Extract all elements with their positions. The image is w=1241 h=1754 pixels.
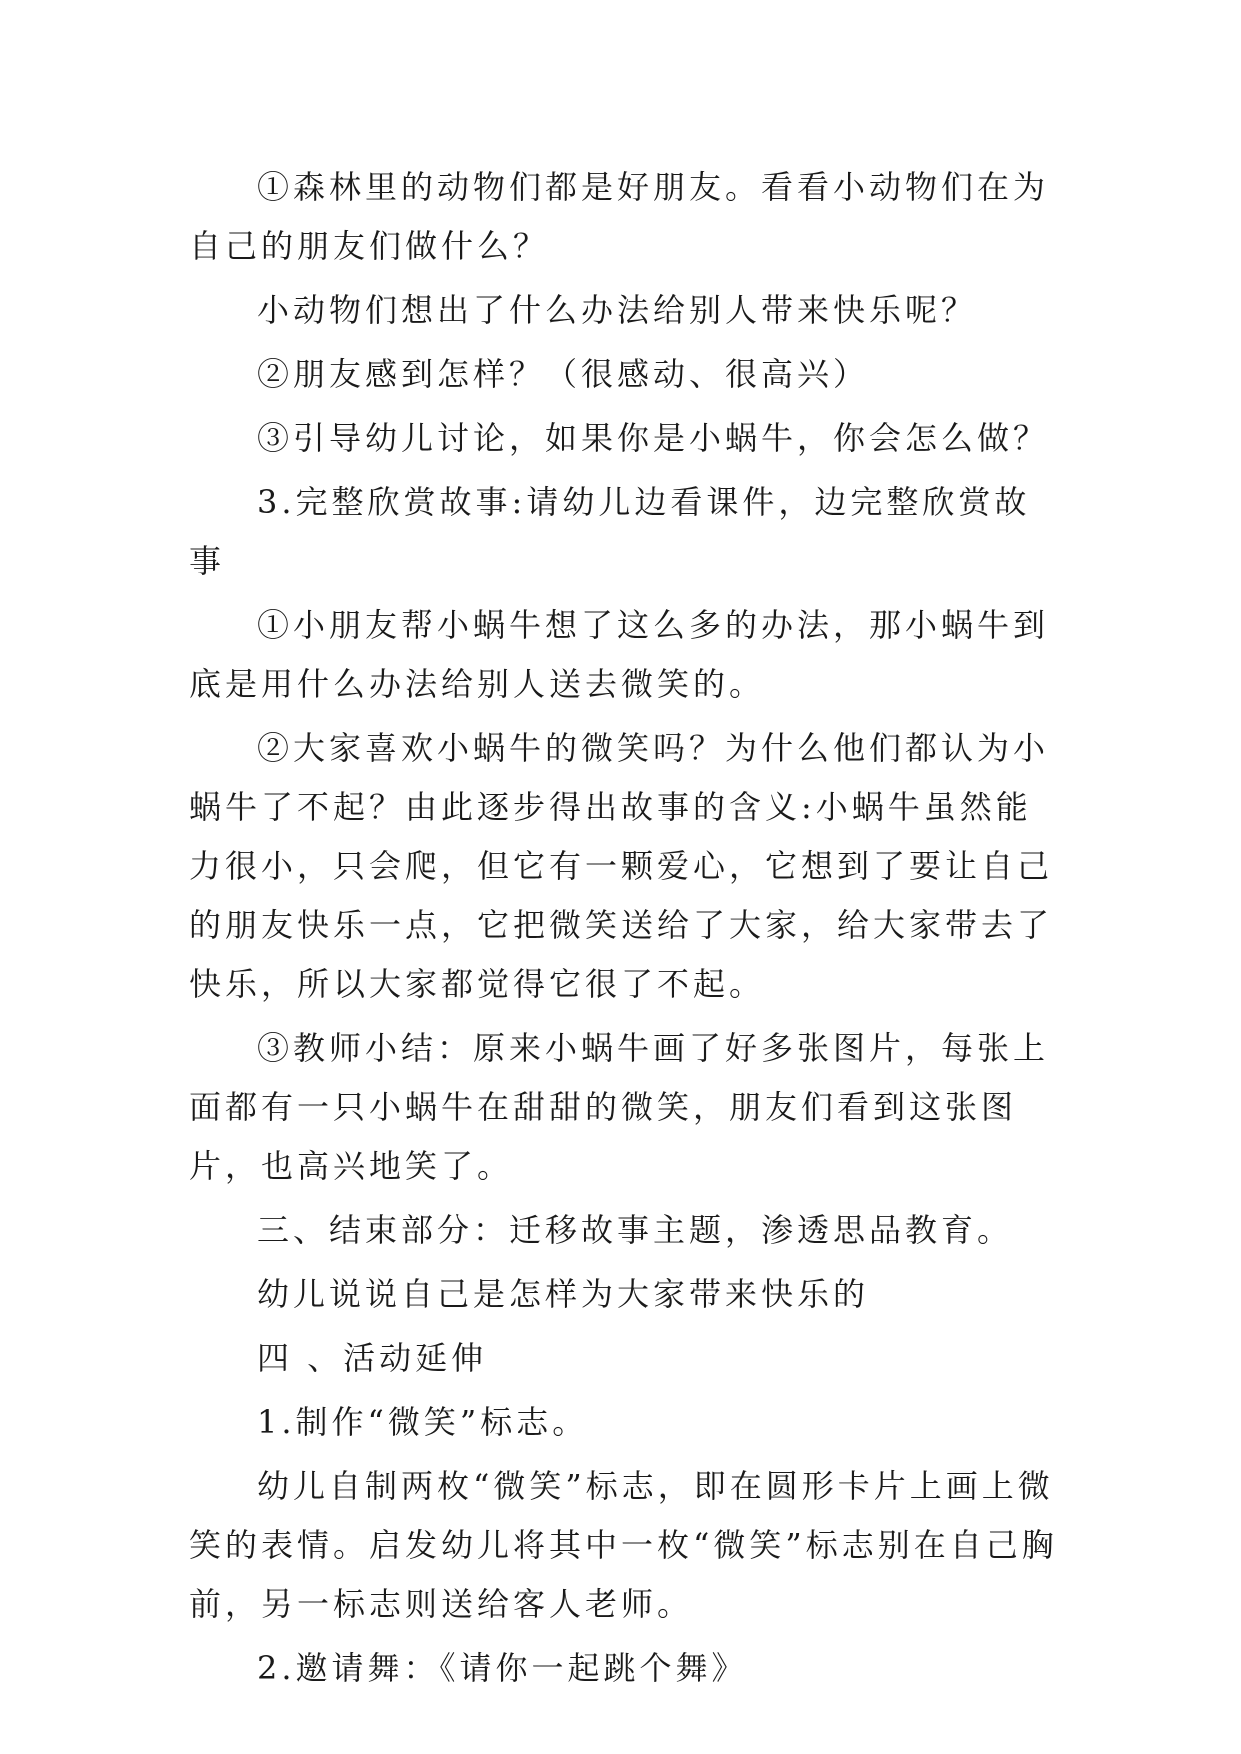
- paragraph-section-ending: 三、结束部分：迁移故事主题，渗透思品教育。: [257, 1211, 1014, 1249]
- paragraph-make-badge: 1.制作“微笑”标志。: [257, 1403, 589, 1441]
- paragraph-appreciate-story: 3.完整欣赏故事:请幼儿边看课件，边完整欣赏故事: [189, 483, 1031, 580]
- paragraph-animals-ideas: 小动物们想出了什么办法给别人带来快乐呢？: [257, 291, 978, 329]
- paragraph-teacher-summary: ③教师小结：原来小蜗牛画了好多张图片，每张上面都有一只小蜗牛在甜甜的微笑，朋友们看到这张图片，也高兴地笑了。: [189, 1029, 1050, 1185]
- paragraph-children-share: 幼儿说说自己是怎样为大家带来快乐的: [257, 1275, 870, 1313]
- paragraph-friends-feel: ②朋友感到怎样？（很感动、很高兴）: [257, 355, 870, 393]
- paragraph-guide-discussion: ③引导幼儿讨论，如果你是小蜗牛，你会怎么做？: [257, 419, 1050, 457]
- paragraph-story-meaning: ②大家喜欢小蜗牛的微笑吗？为什么他们都认为小蜗牛了不起？由此逐步得出故事的含义:小蜗牛虽然能力很小，只会爬，但它有一颗爱心，它想到了要让自己的朋友快乐一点，它把微笑送给了大家，给大家带去了快乐，所以大家都觉得它很了不起。: [189, 729, 1054, 1003]
- document-body: [189, 158, 1061, 1703]
- paragraph-forest-friends: ①森林里的动物们都是好朋友。看看小动物们在为自己的朋友们做什么？: [189, 168, 1050, 265]
- paragraph-snail-method: ①小朋友帮小蜗牛想了这么多的办法，那小蜗牛到底是用什么办法给别人送去微笑的。: [189, 606, 1050, 703]
- paragraph-badge-details: 幼儿自制两枚“微笑”标志，即在圆形卡片上画上微笑的表情。启发幼儿将其中一枚“微笑”标志别在自己胸前，另一标志则送给客人老师。: [189, 1467, 1058, 1623]
- paragraph-section-extension: 四 、活动延伸: [257, 1339, 488, 1377]
- paragraph-invitation-dance: 2.邀请舞：《请你一起跳个舞》: [257, 1649, 748, 1687]
